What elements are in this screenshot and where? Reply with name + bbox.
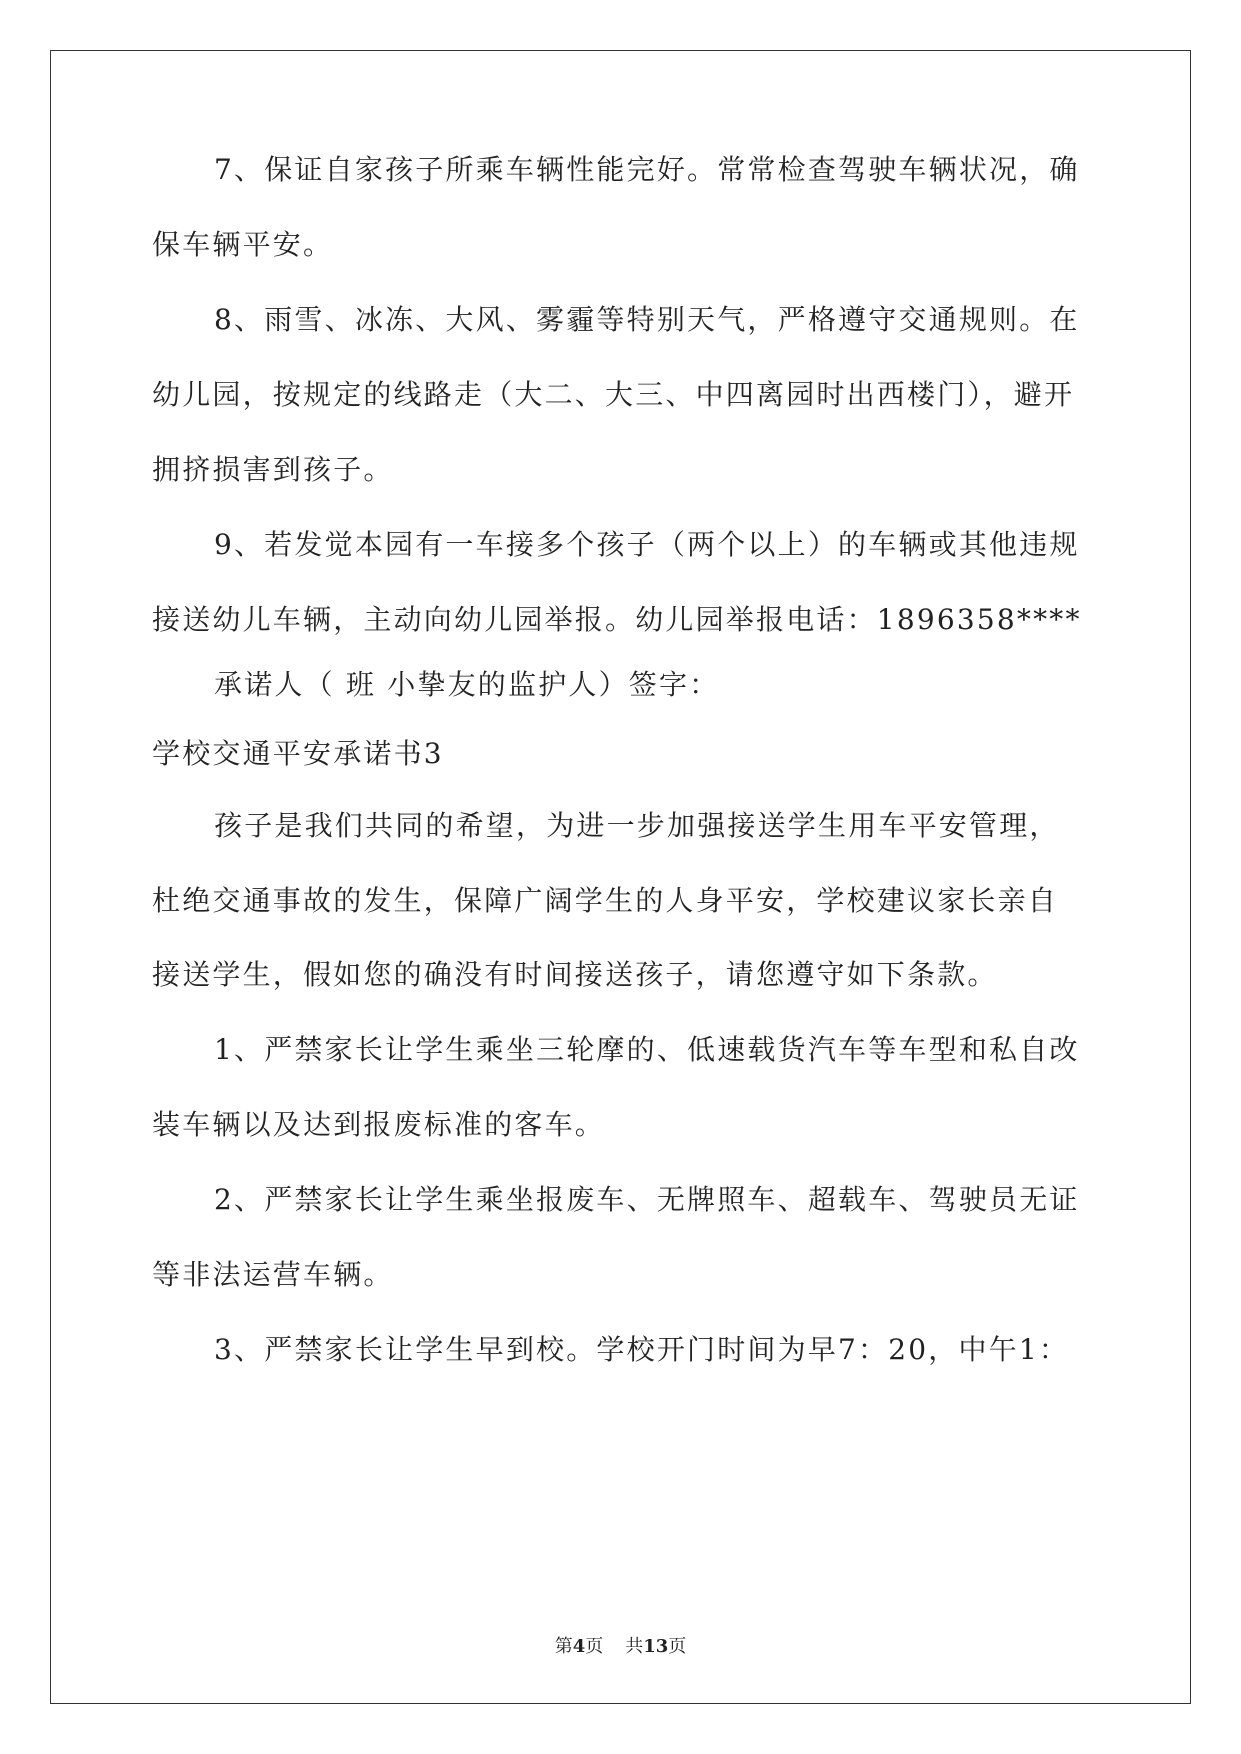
paragraph-line: 7、保证自家孩子所乘车辆性能完好。常常检查驾驶车辆状况，确 <box>214 153 1080 186</box>
paragraph-line: 拥挤损害到孩子。 <box>152 453 394 486</box>
paragraph-line: 接送学生，假如您的确没有时间接送孩子，请您遵守如下条款。 <box>152 958 998 991</box>
paragraph-line: 等非法运营车辆。 <box>152 1258 394 1291</box>
page-prefix: 第 <box>554 1636 573 1657</box>
total-prefix: 共 <box>625 1636 644 1657</box>
paragraph-line: 8、雨雪、冰冻、大风、雾霾等特别天气，严格遵守交通规则。在 <box>214 303 1080 336</box>
paragraph-line: 2、严禁家长让学生乘坐报废车、无牌照车、超载车、驾驶员无证 <box>214 1183 1080 1216</box>
total-suffix: 页 <box>668 1636 687 1657</box>
paragraph-line: 1、严禁家长让学生乘坐三轮摩的、低速载货汽车等车型和私自改 <box>214 1033 1080 1066</box>
section-heading: 学校交通平安承诺书3 <box>152 737 444 770</box>
paragraph-line: 9、若发觉本园有一车接多个孩子（两个以上）的车辆或其他违规 <box>214 528 1080 561</box>
total-pages: 13 <box>643 1636 669 1657</box>
page-border <box>50 50 1191 1704</box>
page-footer <box>0 1636 1241 1658</box>
page-suffix: 页 <box>585 1636 604 1657</box>
paragraph-line: 接送幼儿车辆，主动向幼儿园举报。幼儿园举报电话：1896358**** <box>152 603 1082 636</box>
paragraph-line: 3、严禁家长让学生早到校。学校开门时间为早7：20，中午1： <box>214 1333 1070 1366</box>
paragraph-line: 孩子是我们共同的希望，为进一步加强接送学生用车平安管理， <box>214 809 1060 842</box>
paragraph-line: 装车辆以及达到报废标准的客车。 <box>152 1108 606 1141</box>
paragraph-line: 幼儿园，按规定的线路走（大二、大三、中四离园时出西楼门），避开 <box>152 378 1075 411</box>
paragraph-line: 杜绝交通事故的发生，保障广阔学生的人身平安，学校建议家长亲自 <box>152 884 1059 917</box>
paragraph-line: 保车辆平安。 <box>152 228 334 261</box>
page-number: 4 <box>572 1636 586 1657</box>
signature-line: 承诺人（ 班 小挚友的监护人）签字： <box>214 668 720 701</box>
